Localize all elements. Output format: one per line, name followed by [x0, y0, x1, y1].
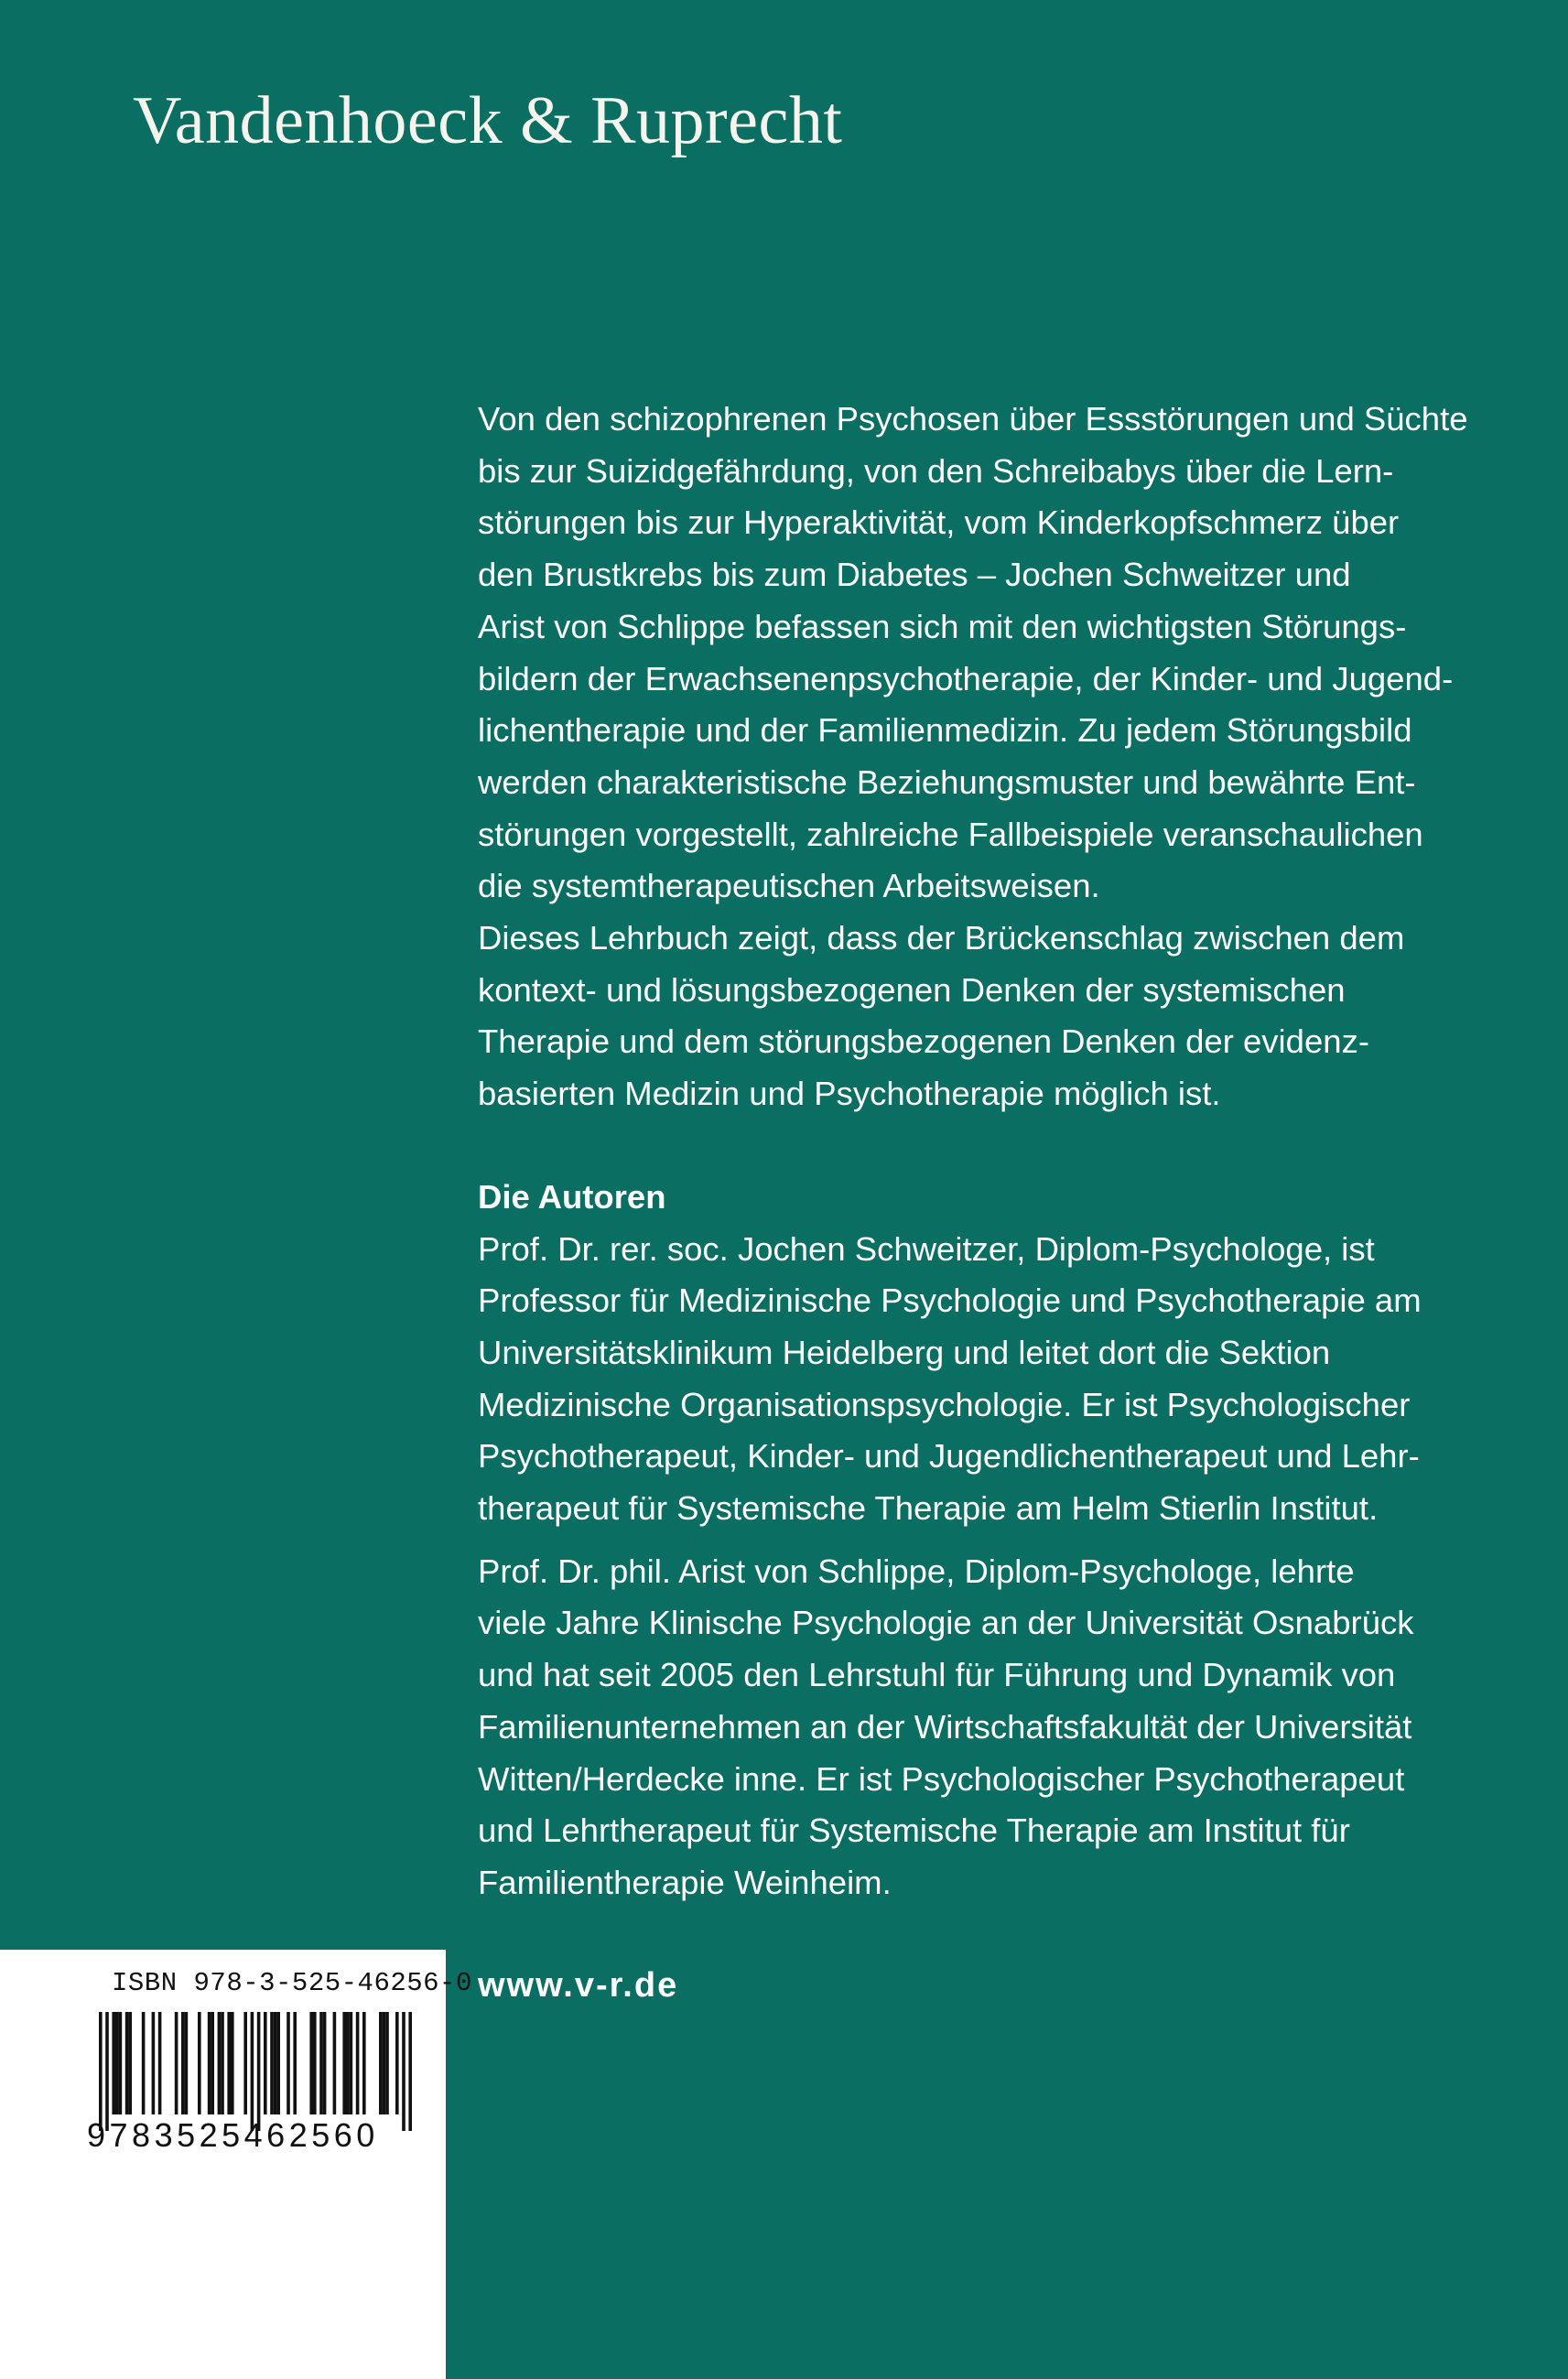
- barcode-bar: [231, 2012, 234, 2114]
- barcode-bar: [243, 2012, 247, 2114]
- bio-line: Familienunternehmen an der Wirtschaftsfakultät der Universität: [478, 1707, 1412, 1746]
- description-line: störungen bis zur Hyperaktivität, vom Kinderkopfschmerz über: [478, 503, 1400, 542]
- barcode-bar: [402, 2012, 406, 2131]
- bio-line: therapeut für Systemische Therapie am Helm Stierlin Institut.: [478, 1489, 1379, 1528]
- barcode-bar: [408, 2012, 412, 2131]
- barcode-bar: [227, 2012, 231, 2114]
- barcode-bar: [270, 2012, 274, 2114]
- barcode-bar: [99, 2012, 103, 2131]
- barcode-bar: [383, 2012, 386, 2114]
- barcode-bar: [333, 2012, 337, 2114]
- barcode-bar: [218, 2012, 222, 2114]
- publisher-name: Vandenhoeck & Ruprecht: [133, 83, 843, 158]
- back-cover-text: [478, 394, 1466, 1909]
- description-line: basierten Medizin und Psychotherapie möglich ist.: [478, 1075, 1221, 1113]
- barcode-bar: [181, 2012, 185, 2114]
- barcode-bar: [128, 2012, 132, 2114]
- description-line: bis zur Suizidgefährdung, von den Schreibabys über die Lern-: [478, 451, 1394, 490]
- description-line: werden charakteristische Beziehungsmuster und bewährte Ent-: [478, 762, 1416, 801]
- barcode-digits: 9783525462560: [87, 2116, 379, 2154]
- barcode-bar: [342, 2012, 346, 2114]
- barcode-bar: [346, 2012, 350, 2114]
- barcode-bar: [211, 2012, 214, 2114]
- barcode-bar: [395, 2012, 399, 2114]
- barcode-icon: [90, 2012, 425, 2131]
- bio-line: Medizinische Organisationspsychologie. Er ist Psychologischer: [478, 1385, 1411, 1423]
- bio-line: Prof. Dr. rer. soc. Jochen Schweitzer, Diplom-Psychologe, ist: [478, 1229, 1375, 1268]
- barcode-bar: [293, 2012, 297, 2114]
- authors-heading: Die Autoren: [478, 1177, 666, 1216]
- barcode-bar: [112, 2012, 115, 2114]
- barcode-panel: [0, 1950, 472, 2379]
- description-line: störungen vorgestellt, zahlreiche Fallbeispiele veranschaulichen: [478, 815, 1423, 853]
- barcode-bar: [208, 2012, 211, 2114]
- barcode-bar: [287, 2012, 290, 2114]
- barcode-bar: [158, 2012, 162, 2114]
- description-line: den Brustkrebs bis zum Diabetes – Jochen Schweitzer und: [478, 556, 1351, 594]
- barcode-bar: [319, 2012, 323, 2114]
- barcode-bar: [119, 2012, 123, 2114]
- barcode-bar: [198, 2012, 201, 2114]
- publisher-website: www.v-r.de: [478, 1966, 679, 2005]
- description-line: die systemtherapeutischen Arbeitsweisen.: [478, 867, 1100, 905]
- barcode-bar: [257, 2012, 261, 2131]
- barcode-bar: [115, 2012, 119, 2114]
- bio-line: Psychotherapeut, Kinder- und Jugendlichentherapeut und Lehr-: [478, 1437, 1420, 1476]
- barcode-bar: [276, 2012, 280, 2114]
- barcode-bar: [221, 2012, 224, 2114]
- author-bio-schweitzer: [478, 1224, 1466, 1535]
- barcode-bar: [142, 2012, 146, 2114]
- description-line: Dieses Lehrbuch zeigt, dass der Brückenschlag zwischen dem: [478, 919, 1405, 957]
- bio-line: und Lehrtherapeut für Systemische Therapie am Institut für: [478, 1811, 1350, 1850]
- barcode-bar: [385, 2012, 389, 2114]
- barcode-bar: [125, 2012, 129, 2114]
- description-line: Arist von Schlippe befassen sich mit den wichtigsten Störungs-: [478, 607, 1407, 645]
- barcode-bar: [105, 2012, 109, 2131]
- barcode-bar: [309, 2012, 313, 2114]
- isbn-label: ISBN 978-3-525-46256-0: [112, 1968, 472, 1998]
- bio-line: Witten/Herdecke inne. Er ist Psychologischer Psychotherapeut: [478, 1759, 1405, 1798]
- bio-line: viele Jahre Klinische Psychologie an der Universität Osnabrück: [478, 1604, 1414, 1642]
- barcode-bar: [313, 2012, 317, 2114]
- description-line: kontext- und lösungsbezogenen Denken der systemischen: [478, 970, 1346, 1009]
- barcode-bar: [185, 2012, 189, 2114]
- barcode-bar: [362, 2012, 366, 2114]
- description-line: lichentherapie und der Familienmedizin. Zu jedem Störungsbild: [478, 711, 1412, 750]
- description-line: Therapie und dem störungsbezogenen Denken der evidenz-: [478, 1022, 1369, 1061]
- barcode-bar: [274, 2012, 277, 2114]
- bio-line: und hat seit 2005 den Lehrstuhl für Führung und Dynamik von: [478, 1656, 1396, 1694]
- bio-line: Familientherapie Weinheim.: [478, 1863, 892, 1901]
- barcode-bar: [323, 2012, 327, 2114]
- bio-line: Universitätsklinikum Heidelberg und leitet dort die Sektion: [478, 1333, 1331, 1371]
- barcode-bar: [264, 2012, 267, 2114]
- barcode-bar: [350, 2012, 353, 2114]
- authors-section: [478, 1172, 1466, 1909]
- author-bio-schlippe: [478, 1546, 1466, 1909]
- description-line: Von den schizophrenen Psychosen über Essstörungen und Süchte: [478, 400, 1468, 438]
- bio-line: Prof. Dr. phil. Arist von Schlippe, Diplom-Psychologe, lehrte: [478, 1552, 1355, 1590]
- description-line: bildern der Erwachsenenpsychotherapie, der Kinder- und Jugend-: [478, 659, 1454, 697]
- barcode-bar: [175, 2012, 178, 2114]
- description: [478, 394, 1466, 1120]
- barcode-bar: [152, 2012, 156, 2114]
- barcode-bar: [251, 2012, 254, 2131]
- bio-line: Professor für Medizinische Psychologie und Psychotherapie am: [478, 1281, 1422, 1320]
- barcode-bar: [356, 2012, 360, 2114]
- barcode-bar: [379, 2012, 383, 2114]
